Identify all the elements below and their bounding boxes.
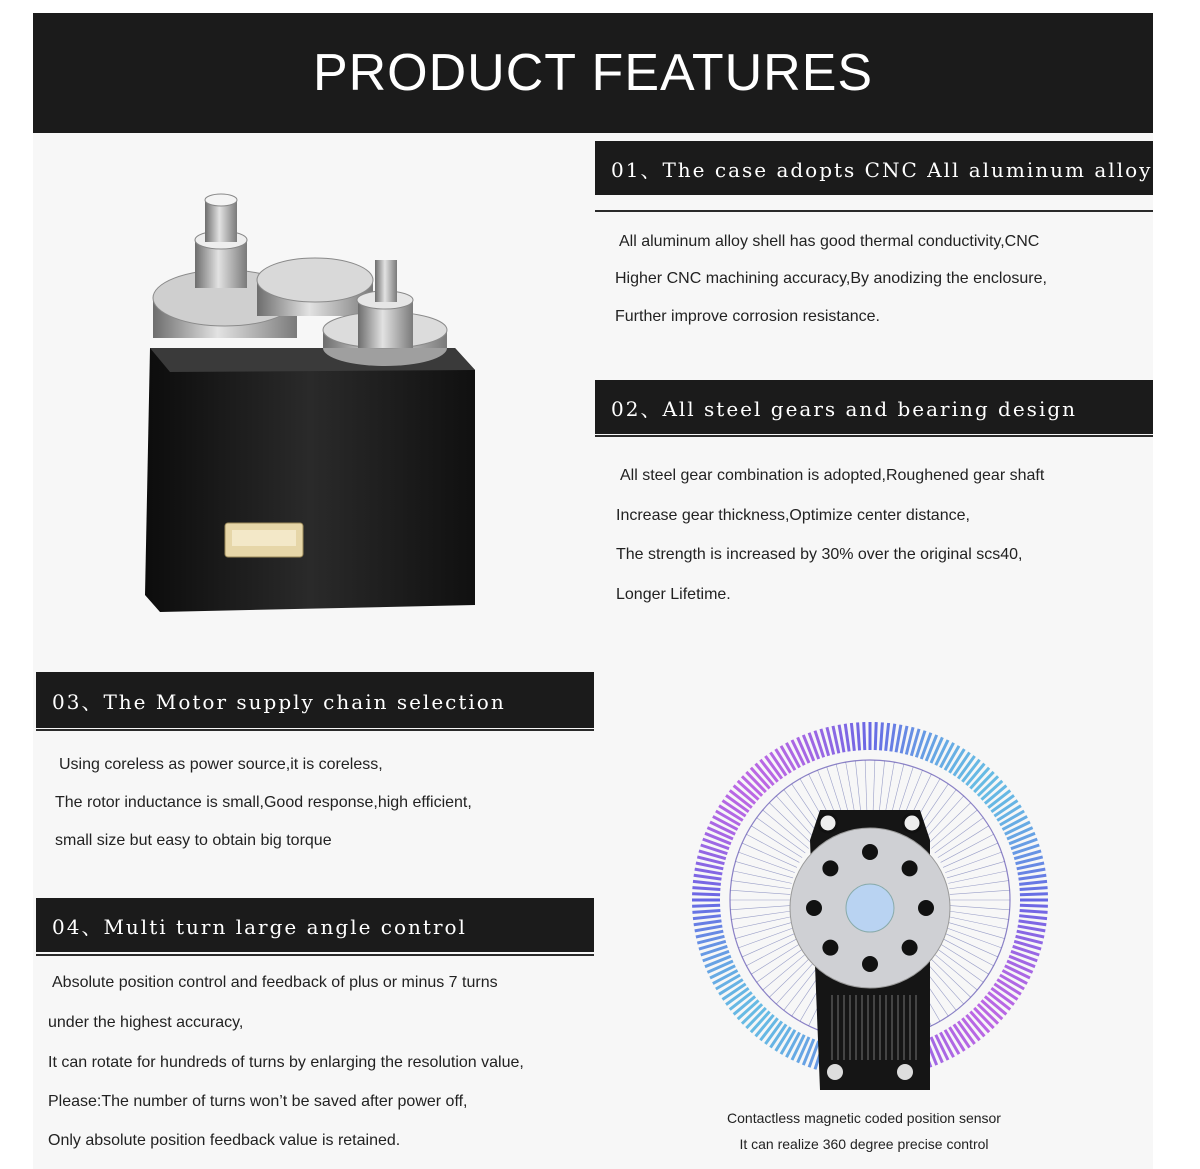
sensor-caption-line1: Contactless magnetic coded position sensor	[727, 1110, 1001, 1126]
feature-02-line: The strength is increased by 30% over the original scs40,	[616, 546, 1023, 563]
feature-04-divider	[36, 954, 594, 956]
feature-04-line: Only absolute position feedback value is retained.	[48, 1132, 401, 1149]
feature-04-line: under the highest accuracy,	[48, 1014, 244, 1031]
feature-01-line: Further improve corrosion resistance.	[615, 308, 880, 325]
feature-03-line: Using coreless as power source,it is coreless,	[59, 756, 383, 773]
feature-01-line: Higher CNC machining accuracy,By anodizing the enclosure,	[615, 270, 1047, 287]
feature-01-divider	[595, 210, 1153, 212]
feature-01-line: All aluminum alloy shell has good thermal conductivity,CNC	[619, 233, 1040, 250]
feature-02-heading: 02、All steel gears and bearing design	[595, 380, 1153, 434]
feature-03-divider	[36, 729, 594, 731]
sensor-caption-line2: It can realize 360 degree precise control	[739, 1136, 989, 1152]
feature-04-line: It can rotate for hundreds of turns by enlarging the resolution value,	[48, 1054, 524, 1071]
feature-01-heading: 01、The case adopts CNC All aluminum alloy	[595, 141, 1153, 195]
feature-04-line: Absolute position control and feedback of plus or minus 7 turns	[52, 974, 498, 991]
feature-02-line: All steel gear combination is adopted,Roughened gear shaft	[620, 467, 1045, 484]
feature-03-line: The rotor inductance is small,Good response,high efficient,	[55, 794, 472, 811]
feature-03-heading: 03、The Motor supply chain selection	[36, 672, 594, 728]
servo-product-image	[130, 180, 490, 620]
magnetic-encoder-image	[680, 710, 1060, 1100]
page-title: PRODUCT FEATURES	[33, 13, 1153, 133]
feature-04-heading: 04、Multi turn large angle control	[36, 898, 594, 952]
feature-03-line: small size but easy to obtain big torque	[55, 832, 332, 849]
feature-02-divider	[595, 435, 1153, 437]
feature-04-line: Please:The number of turns won’t be saved after power off,	[48, 1093, 468, 1110]
feature-02-line: Increase gear thickness,Optimize center distance,	[616, 507, 970, 524]
feature-02-line: Longer Lifetime.	[616, 586, 731, 603]
